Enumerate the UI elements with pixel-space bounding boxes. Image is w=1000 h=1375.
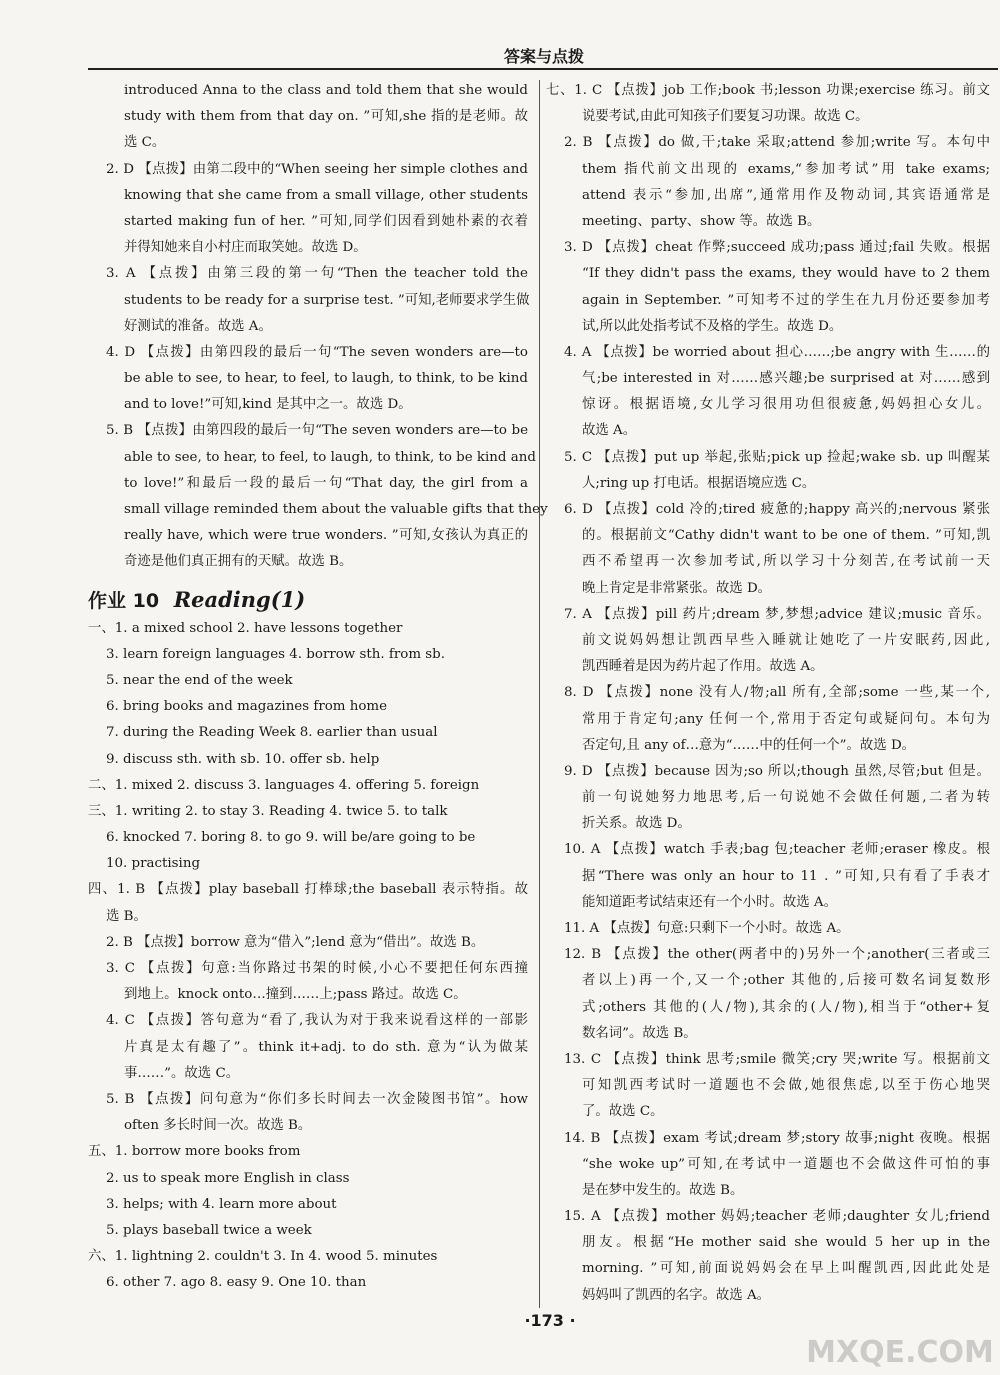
text-line: 4. A 【点拨】be worried about 担心……;be angry with 生……的 — [564, 344, 990, 360]
text-line: be able to see, to hear, to feel, to laugh, to think, to be kind — [124, 371, 528, 387]
text-line: 七、1. C 【点拨】job 工作;book 书;lesson 功课;exercise 练习。前文 — [546, 83, 990, 98]
text-line: and to love!”可知,kind 是其中之一。故选 D。 — [124, 397, 412, 413]
text-line: 9. D 【点拨】because 因为;so 所以;though 虽然,尽管;but 但是。 — [564, 763, 990, 779]
text-line: to love!”和最后一段的最后一句“That day, the girl from a — [124, 475, 528, 491]
column-divider — [539, 80, 540, 1308]
text-line: really have, which were true wonders. ”可知,女孩认为真正的 — [124, 528, 528, 544]
text-line: small village reminded them about the valuable gifts that they — [124, 502, 548, 517]
text-line: 3. learn foreign languages 4. borrow sth. from sb. — [106, 646, 445, 662]
text-line: 可知凯西考试时一道题也不会做,她很焦虑,以至于伤心地哭 — [582, 1078, 990, 1094]
text-line: attend 表示“参加,出席”,通常用作及物动词,其宾语通常是 — [582, 187, 990, 203]
text-line: study with them from that day on. ”可知,she 指的是老师。故 — [124, 109, 528, 125]
text-line: 2. B 【点拨】do 做,干;take 采取;attend 参加;write 写。本句中 — [564, 135, 990, 151]
text-line: 凯西睡着是因为药片起了作用。故选 A。 — [582, 659, 824, 675]
text-line: 数名词”。故选 B。 — [582, 1025, 697, 1041]
text-line: 试,所以此处指考试不及格的学生。故选 D。 — [582, 318, 843, 334]
text-line: 6. D 【点拨】cold 冷的;tired 疲惫的;happy 高兴的;nervous 紧张 — [564, 502, 990, 517]
text-line: 事……”。故选 C。 — [124, 1065, 240, 1081]
text-line: 5. near the end of the week — [106, 672, 293, 688]
text-line: 六、1. lightning 2. couldn't 3. In 4. wood 5. minutes — [88, 1249, 438, 1265]
text-line: 五、1. borrow more books from — [88, 1144, 301, 1160]
text-line: 3. helps; with 4. learn more about — [106, 1196, 337, 1212]
text-line: often 多长时间一次。故选 B。 — [124, 1118, 312, 1134]
text-line: students to be ready for a surprise test. ”可知,老师要求学生做 — [124, 292, 530, 308]
text-line: 常用于肯定句;any 任何一个,常用于否定句或疑问句。本句为 — [582, 711, 990, 727]
text-line: 能知道距考试结束还有一个小时。故选 A。 — [582, 894, 837, 910]
text-line: again in September. ”可知考不过的学生在九月份还要参加考 — [582, 292, 990, 308]
text-line: 惊讶。根据语境,女儿学习很用功但很疲惫,妈妈担心女儿。 — [582, 397, 990, 413]
text-line: started making fun of her. ”可知,同学们因看到她朴素的衣着 — [124, 213, 528, 229]
right-answers-cloze — [546, 78, 990, 1309]
text-line: 三、1. writing 2. to stay 3. Reading 4. twice 5. to talk — [88, 803, 448, 819]
text-line: 13. C 【点拨】think 思考;smile 微笑;cry 哭;write 写。根据前文 — [564, 1051, 990, 1067]
text-line: 者以上)再一个,又一个;other 其他的,后接可数名词复数形 — [582, 973, 990, 989]
watermark-text: MXQE.COM — [806, 1335, 994, 1370]
text-line: 折关系。故选 D。 — [582, 816, 691, 832]
text-line: 西不希望再一次参加考试,所以学习十分刻苦,在考试前一天 — [582, 554, 990, 570]
text-line: 二、1. mixed 2. discuss 3. languages 4. offering 5. foreign — [88, 777, 480, 793]
text-line: 9. discuss sth. with sb. 10. offer sb. help — [106, 751, 380, 767]
watermark-logo — [800, 1300, 1000, 1375]
text-line: 前文说妈妈想让凯西早些入睡就让她吃了一片安眠药,因此, — [582, 632, 990, 648]
text-line: 2. D 【点拨】由第二段中的“When seeing her simple clothes and — [106, 161, 528, 177]
text-line: 3. D 【点拨】cheat 作弊;succeed 成功;pass 通过;fail 失败。根据 — [564, 240, 990, 256]
text-line: 10. A 【点拨】watch 手表;bag 包;teacher 老师;eraser 橡皮。根 — [564, 842, 990, 858]
left-answers-continued — [88, 78, 548, 576]
text-line: 晚上肯定是非常紧张。故选 D。 — [582, 580, 772, 596]
text-line: 3. C 【点拨】句意:当你路过书架的时候,小心不要把任何东西撞 — [106, 961, 528, 976]
text-line: 8. D 【点拨】none 没有人/物;all 所有,全部;some 一些,某一个, — [564, 685, 990, 701]
left-column — [88, 78, 548, 1296]
text-line: 14. B 【点拨】exam 考试;dream 梦;story 故事;night 夜晚。根据 — [564, 1130, 990, 1146]
text-line: 7. A 【点拨】pill 药片;dream 梦,梦想;advice 建议;music 音乐。 — [564, 606, 990, 622]
text-line: 好测试的准备。故选 A。 — [124, 318, 272, 334]
text-line: 前一句说她努力地思考,后一句说她不会做任何题,二者为转 — [582, 790, 990, 806]
text-line: 5. B 【点拨】由第四段的最后一句“The seven wonders are—to be — [106, 423, 528, 439]
text-line: 的。根据前文“Cathy didn't want to be one of them. ”可知,凯 — [582, 528, 990, 544]
text-line: 10. practising — [106, 856, 201, 872]
text-line: 据“There was only an hour to 11 . ”可知,只有看了手表才 — [582, 868, 990, 884]
text-line: 11. A 【点拨】句意:只剩下一个小时。故选 A。 — [564, 921, 850, 936]
text-line: 3. A 【点拨】由第三段的第一句“Then the teacher told the — [106, 266, 528, 282]
text-line: 朋友。根据“He mother said she would 5 her up in the — [582, 1235, 990, 1251]
text-line: 6. other 7. ago 8. easy 9. One 10. than — [106, 1275, 367, 1291]
header-rule — [88, 68, 998, 70]
text-line: 4. C 【点拨】答句意为“看了,我认为对于我来说看这样的一部影 — [106, 1013, 528, 1029]
text-line: them 指代前文出现的 exams,“参加考试”用 take exams; — [582, 161, 990, 177]
text-line: 四、1. B 【点拨】play baseball 打棒球;the baseball 表示特指。故 — [88, 882, 528, 898]
text-line: meeting、party、show 等。故选 B。 — [582, 213, 821, 229]
text-line: “If they didn't pass the exams, they would have to 2 them — [582, 266, 990, 282]
text-line: 5. B 【点拨】问句意为“你们多长时间去一次金陵图书馆”。how — [106, 1091, 528, 1107]
left-answers-homework-10 — [88, 616, 528, 1297]
page-number: ·173 · — [524, 1311, 576, 1330]
text-line: 是在梦中发生的。故选 B。 — [582, 1182, 744, 1198]
text-line: introduced Anna to the class and told them that she would — [124, 83, 528, 98]
text-line: 15. A 【点拨】mother 妈妈;teacher 老师;daughter 女儿;friend — [564, 1209, 990, 1225]
text-line: 故选 A。 — [582, 423, 637, 439]
right-column — [546, 78, 990, 1309]
text-line: 到地上。knock onto…撞到……上;pass 路过。故选 C。 — [124, 987, 467, 1003]
text-line: 说要考试,由此可知孩子们要复习功课。故选 C。 — [582, 109, 869, 125]
text-line: 否定句,且 any of…意为“……中的任何一个”。故选 D。 — [582, 737, 916, 753]
text-line: 片真是太有趣了”。think it+adj. to do sth. 意为“认为做某 — [124, 1039, 528, 1055]
page-header: 答案与点拨 — [503, 47, 584, 66]
section-title-text: Reading(1) — [173, 586, 306, 612]
text-line: knowing that she came from a small village, other students — [124, 187, 528, 203]
text-line: 选 C。 — [124, 135, 166, 151]
text-line: 2. us to speak more English in class — [106, 1170, 350, 1186]
text-line: 6. knocked 7. boring 8. to go 9. will be/are going to be — [106, 830, 476, 846]
text-line: able to see, to hear, to feel, to laugh, to think, to be kind and — [124, 449, 536, 465]
text-line: 人;ring up 打电话。根据语境应选 C。 — [582, 475, 816, 491]
text-line: 7. during the Reading Week 8. earlier than usual — [106, 725, 438, 741]
text-line: 选 B。 — [106, 908, 147, 924]
text-line: 了。故选 C。 — [582, 1104, 664, 1120]
text-line: 奇迹是他们真正拥有的天赋。故选 B。 — [124, 554, 353, 570]
text-line: morning. ”可知,前面说妈妈会在早上叫醒凯西,因此此处是 — [582, 1261, 990, 1277]
text-line: “she woke up”可知,在考试中一道题也不会做这件可怕的事 — [582, 1156, 990, 1172]
text-line: 5. C 【点拨】put up 举起,张贴;pick up 捡起;wake sb. up 叫醒某 — [564, 449, 990, 465]
text-line: 5. plays baseball twice a week — [106, 1222, 312, 1238]
section-title — [88, 576, 528, 616]
text-line: 12. B 【点拨】the other(两者中的)另外一个;another(三者或三 — [564, 947, 990, 963]
text-line: 并得知她来自小村庄而取笑她。故选 D。 — [124, 240, 367, 256]
text-line: 气;be interested in 对……感兴趣;be surprised at 对……感到 — [582, 371, 990, 387]
section-title-number: 作业 10 — [88, 589, 160, 612]
text-line: 妈妈叫了凯西的名字。故选 A。 — [582, 1287, 771, 1303]
text-line: 式;others 其他的(人/物),其余的(人/物),相当于“other+复 — [582, 999, 990, 1015]
text-line: 4. D 【点拨】由第四段的最后一句“The seven wonders are—to — [106, 344, 528, 360]
text-line: 一、1. a mixed school 2. have lessons together — [88, 620, 403, 636]
text-line: 6. bring books and magazines from home — [106, 699, 388, 715]
text-line: 2. B 【点拨】borrow 意为“借入”;lend 意为“借出”。故选 B。 — [106, 934, 485, 950]
